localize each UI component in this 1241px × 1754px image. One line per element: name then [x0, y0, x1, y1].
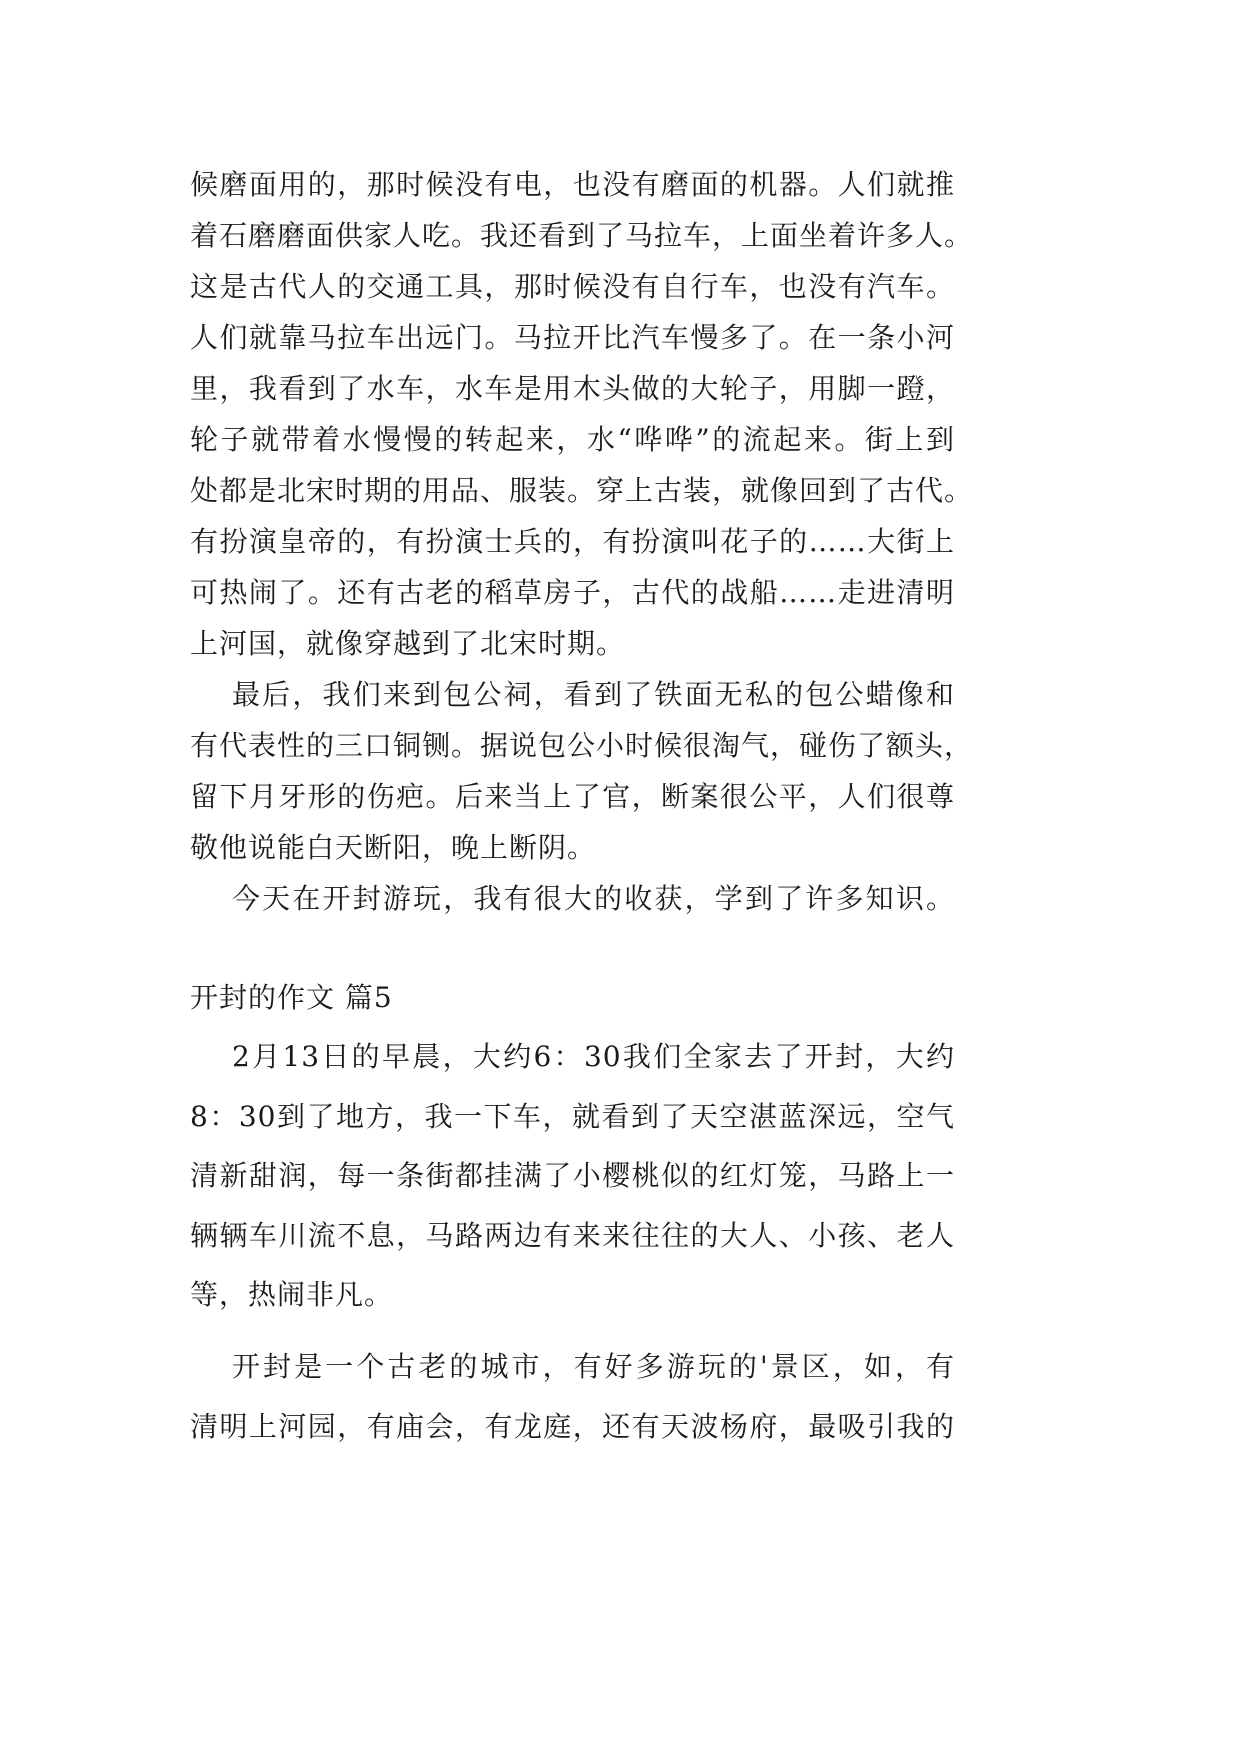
text-line: 8：30到了地方，我一下车，就看到了天空湛蓝深远，空气 [190, 1100, 955, 1133]
text-line: 开封是一个古老的城市，有好多游玩的'景区，如，有 [232, 1350, 955, 1383]
text-line: 处都是北宋时期的用品、服装。穿上古装，就像回到了古代。 [190, 474, 974, 507]
text-line: 候磨面用的，那时候没有电，也没有磨面的机器。人们就推 [190, 168, 955, 201]
text-line: 清明上河园，有庙会，有龙庭，还有天波杨府，最吸引我的 [190, 1410, 955, 1443]
text-line: 轮子就带着水慢慢的转起来，水“哗哗”的流起来。街上到 [190, 423, 955, 456]
text-line: 里，我看到了水车，水车是用木头做的大轮子，用脚一蹬， [190, 372, 955, 405]
text-line: 上河国，就像穿越到了北宋时期。 [190, 627, 626, 660]
text-line: 今天在开封游玩，我有很大的收获，学到了许多知识。 [232, 882, 955, 915]
text-line: 这是古代人的交通工具，那时候没有自行车，也没有汽车。 [190, 270, 955, 303]
text-line: 可热闹了。还有古老的稻草房子，古代的战船……走进清明 [190, 576, 955, 609]
text-line: 辆辆车川流不息，马路两边有来来往往的大人、小孩、老人 [190, 1219, 955, 1252]
text-line: 着石磨磨面供家人吃。我还看到了马拉车，上面坐着许多人。 [190, 219, 974, 252]
text-line: 敬他说能白天断阳，晚上断阴。 [190, 831, 597, 864]
text-line: 最后，我们来到包公祠，看到了铁面无私的包公蜡像和 [232, 678, 955, 711]
text-line: 留下月牙形的伤疤。后来当上了官，断案很公平，人们很尊 [190, 780, 955, 813]
text-line: 等，热闹非凡。 [190, 1278, 394, 1311]
section-heading: 开封的作文 篇5 [190, 981, 393, 1014]
text-line: 清新甜润，每一条街都挂满了小樱桃似的红灯笼，马路上一 [190, 1159, 955, 1192]
text-line: 人们就靠马拉车出远门。马拉开比汽车慢多了。在一条小河 [190, 321, 955, 354]
text-line: 有代表性的三口铜铡。据说包公小时候很淘气，碰伤了额头， [190, 729, 974, 762]
text-line: 2月13日的早晨，大约6：30我们全家去了开封，大约 [232, 1040, 955, 1073]
text-line: 有扮演皇帝的，有扮演士兵的，有扮演叫花子的……大街上 [190, 525, 955, 558]
